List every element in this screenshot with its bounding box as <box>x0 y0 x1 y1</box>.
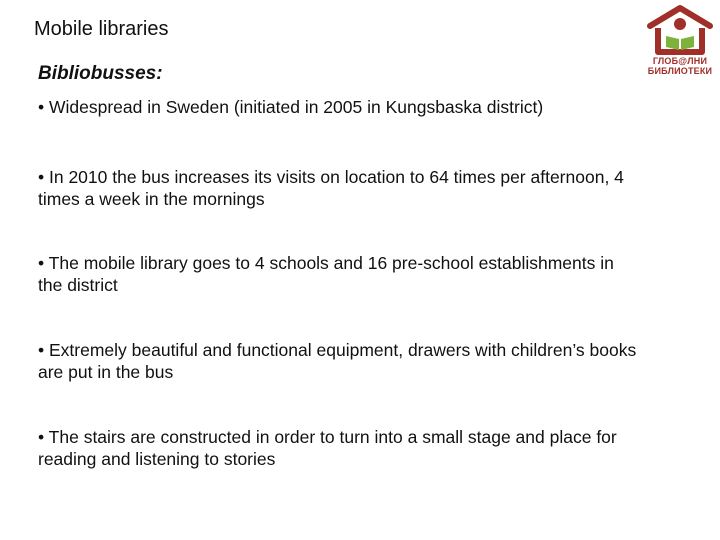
logo-text-line2: БИБЛИОТЕКИ <box>647 66 713 76</box>
bullet-item: • Widespread in Sweden (initiated in 2005 in Kungsbaska district) <box>38 97 544 117</box>
bullet-item: • Extremely beautiful and functional equipment, drawers with children’s books are put in the bus <box>38 340 637 382</box>
house-book-icon <box>646 4 714 56</box>
slide-title: Mobile libraries <box>34 18 169 40</box>
section-subtitle: Bibliobusses: <box>38 63 163 84</box>
bullet-item: • The stairs are constructed in order to turn into a small stage and place for reading and listening to stories <box>38 427 617 469</box>
bullet-item: • In 2010 the bus increases its visits on location to 64 times per afternoon, 4 times a week in the mornings <box>38 167 624 209</box>
bullet-item: • The mobile library goes to 4 schools and 16 pre-school establishments in the district <box>38 253 614 295</box>
logo-text-line1: ГЛОБ@ЛНИ <box>652 56 708 66</box>
logo <box>640 4 720 82</box>
